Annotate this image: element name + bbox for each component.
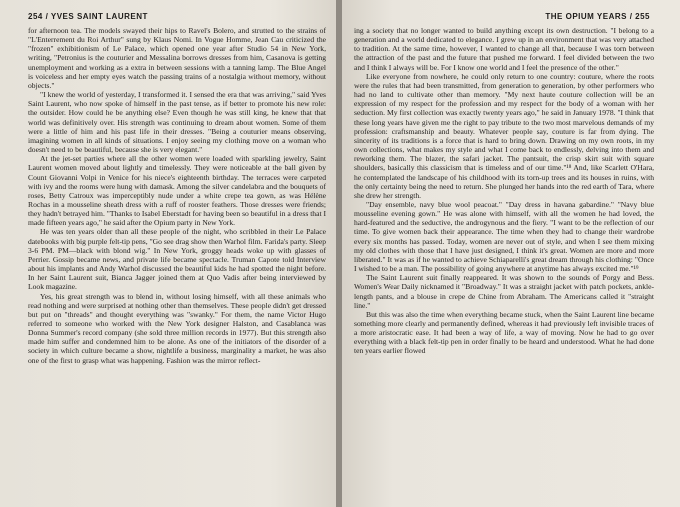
paragraph: The Saint Laurent suit finally reappeared. It was shown to the sounds of Porgy and Bess. Women's Wear Daily nicknamed it "Broadway." It was a straight jacket with patch pockets, ankle-length pants, and a blouse in crepe de Chine from Abraham. The Americans called it "straight line." [354,273,654,310]
paragraph: Like everyone from nowhere, he could only return to one country: couture, where the roots were the rules that had been transmitted, from generation to generation, by other performers who had no land to cultivate other than memory. "My next haute couture collection will be an expression of my respect for the profession and my respect for the body of a woman with her seduction. My first collection was exactly twenty years ago," he said in January 1978. "I think that these long years have given me the right to pay tribute to the two most marvelous demands of my profession: craftsmanship and beauty. Whatever people say, couture is far from dying. The sincerity of its traditions is a force that is hard to bring down. Drawing on my own roots, in my own collections, what makes my style and what I come back to endlessly, delving into them and reworking them. The blazer, the safari jacket. The pantsuit, the crisp skirt suit with square shoulders, basically this classicism that is timeless and of our time."¹⁸ And, like Scarlett O'Hara, he contemplated the landscape of his childhood with its torn-up trees and its houses in ruins, with the only certainty being the need to return. She plunged her hands into the red earth of Tara, where she drew her strength. [354,71,654,200]
paragraph: for afternoon tea. The models swayed their hips to Ravel's Bolero, and strutted to the strains of "L'Enterrement du Roi Arthur" sung by Klaus Nomi. In Vogue Homme, Jean Cau criticized the "frozen" exhibitionism of Le Palace, which opened one year after Studio 54 in New York, writing, "Petronius is the couturier and Messalina borrows dresses from him, Casanova is getting unemployment and working as a extra in between sessions with a tanning lamp. The Blue Angel is voiceless and her empty eyes watch the passing trains of a nostalgia without memory, without objects." [28,26,326,90]
left-page [0,0,338,507]
right-page [342,0,680,507]
paragraph: ing a society that no longer wanted to build anything except its own destruction. "I belong to a generation and a world dedicated to elegance. I grew up in an environment that was very attached to tradition. At the same time, however, I wanted to change all that, because I was torn between the attraction of the past and the future that pushed me forward. I feel divided between the two and I think I always will be. For I know one world and I feel the presence of the other." [354,26,654,72]
paragraph: Yes, his great strength was to blend in, without losing himself, with all these animals who read nothing and were surprised at nothing other than themselves. These people didn't get dressed but put on "threads" and thought everything was "swanky." For them, the name Victor Hugo referred to someone who worked with the New York designer Halston, and Casablanca was Donna Summer's record company (she sold three million records in 1977). But this strength also made him suffer and condemned him to be alone. As one of the initiators of the disorder of a society in which culture became a show, nightlife a business, marginality a market, he was also one of the first to grasp what was happening. Fashion was the mirror reflect- [28,291,326,365]
paragraph: He was ten years older than all these people of the night, who scribbled in their Le Palace datebooks with big purple felt-tip pens, "Go see drag show then Warhol film. Farida's party. Sleep 3-6 PM. PM—black with blond wig." In New York, groggy heads woke up with glasses of Perrier. Gossip became news, and private life became spectacle. Truman Capote told Interview about his implants and Andy Warhol discussed the beautiful kids he had spotted the night before. In her Saint Laurent suit, Bianca Jagger joined them at Quo Vadis after being interviewed by Look magazine. [28,227,326,292]
left-page-header: 254 / YVES SAINT LAURENT [28,12,148,21]
paragraph: At the jet-set parties where all the other women were loaded with sparkling jewelry, Saint Laurent women moved about lightly and timelessly. They were noticeable at the ball given by Count Giovanni Volpi in Venice for his niece's eighteenth birthday. The terraces were carpeted with ivy and the rooms were hung with damask. Among the silver candelabra and the bouquets of roses, Betty Catroux was imperceptibly nude under a white crepe tea gown, as was Hélène Rochas in a mousseline sheath dress with a ruff of rooster feathers. Those dresses were friends; they hadn't betrayed him. "Thanks to Isabel Eberstadt for having been so beautiful in a dress that I made fifteen years ago," he said after the Opium party in New York. [28,154,327,228]
paragraph: "I knew the world of yesterday, I transformed it. I sensed the era that was arriving," said Yves Saint Laurent, who now spoke of himself in the past tense, as if better to promote his new role: the outsider. How could he be anything else? Even though he was still king, he knew that that world was definitively over. His strength was continuing to dream about women. Some of them were a little of him and his past life in their dresses. "Being a couturier means observing, imagining women in all kinds of situations. I enjoy seeing my clothing move on a woman who doesn't need to be beautiful, because she is very elegant." [28,90,326,155]
right-page-header: THE OPIUM YEARS / 255 [545,12,650,21]
left-page-body [28,26,326,365]
paragraph: "Day ensemble, navy blue wool peacoat." "Day dress in havana gabardine." "Navy blue mousseline evening gown." He was alone with himself, with all the women he had loved, the hard-featured and the seductive, the androgynous and the fiery. "I want to be the reflection of our time. To give women back their appearance. The time when they had to change their wardrobe every six months has passed. Today, women are never out of style, and when I see them mixing my old clothes with those that I have just designed, I think it's great. Women are more and more liberated." It was as if he wanted to achieve Schiaparelli's great dream through his clothing: "Once I wished to be a man. The possibility of going anywhere at anytime has always excited me."¹⁹ [354,199,654,274]
paragraph: But this was also the time when everything became stuck, when the Saint Laurent line became something more clearly and permanently defined, whereas it had previously left invisible traces of a more aristocratic ease. It had been a way of life, a way of moving. Now he had to go over everything with a black felt-tip pen in order finally to be heard and understood. What he had done ten years earlier flowed [354,309,654,356]
right-page-body [354,26,654,356]
